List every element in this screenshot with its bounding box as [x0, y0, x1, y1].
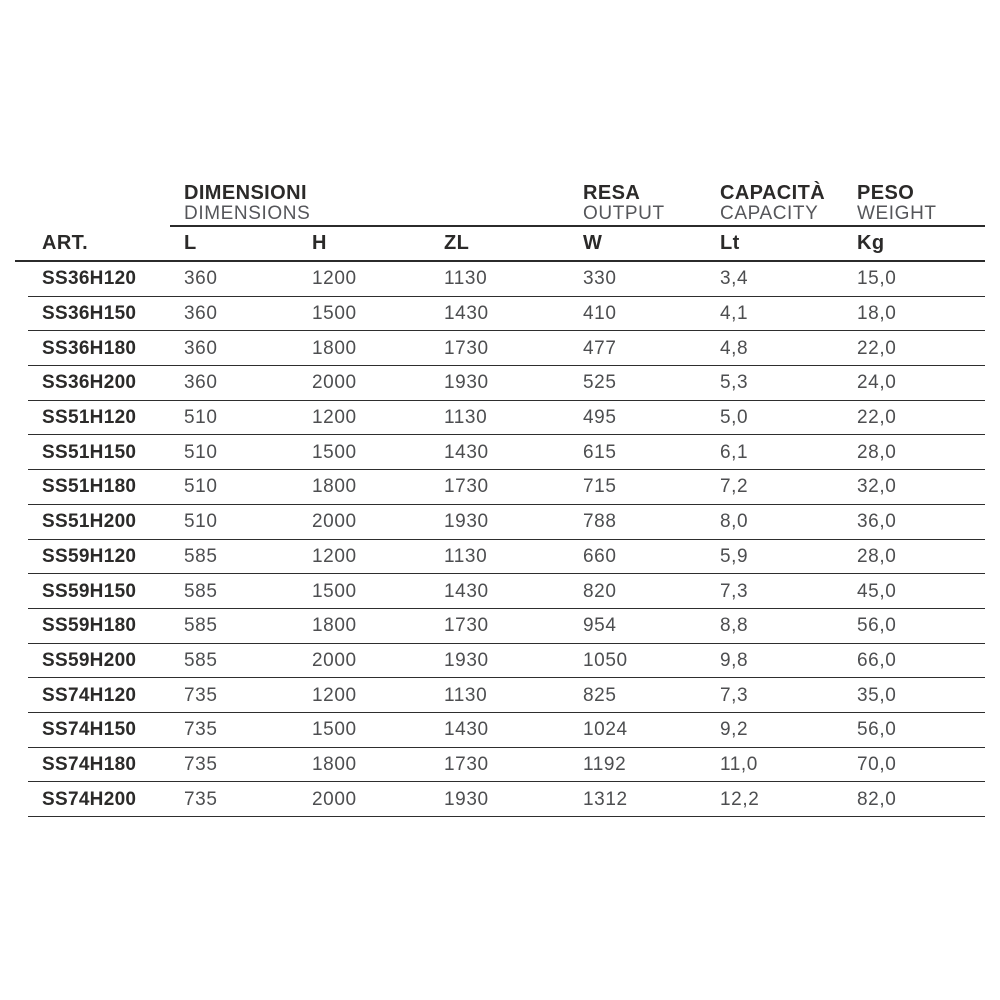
- table-body: [15, 262, 985, 817]
- table-row: [15, 401, 985, 436]
- cell-kg: 70,0: [857, 753, 897, 775]
- group-label-secondary: WEIGHT: [857, 203, 937, 225]
- cell-w: 788: [583, 511, 617, 533]
- cell-h: 2000: [312, 788, 357, 810]
- cell-h: 1200: [312, 545, 357, 567]
- cell-w: 1024: [583, 719, 628, 741]
- group-label-secondary: CAPACITY: [720, 203, 819, 225]
- table-row: [15, 609, 985, 644]
- group-header-weight: [857, 183, 985, 225]
- cell-kg: 66,0: [857, 649, 897, 671]
- cell-kg: 28,0: [857, 545, 897, 567]
- cell-w: 525: [583, 372, 617, 394]
- cell-kg: 45,0: [857, 580, 897, 602]
- group-header-output: [583, 183, 720, 225]
- table-row: [15, 678, 985, 713]
- group-label-primary: PESO: [857, 181, 915, 204]
- cell-zl: 1130: [444, 268, 488, 290]
- cell-w: 825: [583, 684, 617, 706]
- cell-w: 495: [583, 407, 617, 429]
- cell-art: SS74H120: [42, 684, 137, 706]
- cell-kg: 36,0: [857, 511, 897, 533]
- column-header-l: L: [184, 232, 197, 254]
- table-row: [15, 782, 985, 817]
- cell-art: SS59H180: [42, 615, 137, 637]
- cell-h: 1800: [312, 337, 357, 359]
- column-header-w: W: [583, 232, 603, 254]
- table-row: [15, 574, 985, 609]
- cell-l: 585: [184, 615, 218, 637]
- group-label-primary: CAPACITÀ: [720, 181, 826, 204]
- cell-lt: 12,2: [720, 788, 760, 810]
- cell-l: 360: [184, 268, 218, 290]
- cell-zl: 1430: [444, 441, 489, 463]
- cell-h: 2000: [312, 372, 357, 394]
- cell-art: SS74H150: [42, 719, 137, 741]
- cell-l: 585: [184, 545, 218, 567]
- table-row: [15, 331, 985, 366]
- cell-lt: 7,3: [720, 684, 749, 706]
- table-row: [15, 470, 985, 505]
- column-header-zl: ZL: [444, 232, 470, 254]
- cell-l: 735: [184, 788, 218, 810]
- cell-w: 954: [583, 615, 617, 637]
- cell-kg: 18,0: [857, 303, 897, 325]
- cell-h: 1200: [312, 268, 357, 290]
- cell-art: SS74H200: [42, 788, 137, 810]
- cell-lt: 9,8: [720, 649, 749, 671]
- cell-w: 410: [583, 303, 617, 325]
- cell-zl: 1730: [444, 753, 489, 775]
- table-row: [15, 435, 985, 470]
- group-header-dimensions: [184, 183, 583, 225]
- column-header-h: H: [312, 232, 327, 254]
- cell-w: 1050: [583, 649, 628, 671]
- cell-l: 510: [184, 511, 218, 533]
- column-header-lt: Lt: [720, 232, 740, 254]
- cell-zl: 1930: [444, 511, 489, 533]
- cell-kg: 22,0: [857, 407, 897, 429]
- cell-lt: 4,1: [720, 303, 749, 325]
- cell-art: SS59H150: [42, 580, 137, 602]
- table-row: [15, 713, 985, 748]
- cell-l: 735: [184, 684, 218, 706]
- table-row: [15, 366, 985, 401]
- cell-h: 1800: [312, 753, 357, 775]
- column-header-art: ART.: [42, 232, 89, 254]
- cell-h: 2000: [312, 511, 357, 533]
- cell-zl: 1930: [444, 372, 489, 394]
- cell-l: 735: [184, 719, 218, 741]
- cell-l: 585: [184, 649, 218, 671]
- cell-lt: 7,3: [720, 580, 749, 602]
- cell-art: SS51H180: [42, 476, 137, 498]
- cell-kg: 28,0: [857, 441, 897, 463]
- cell-art: SS51H120: [42, 407, 137, 429]
- cell-lt: 11,0: [720, 753, 758, 775]
- cell-h: 1500: [312, 580, 357, 602]
- table-row: [15, 644, 985, 679]
- group-label-secondary: DIMENSIONS: [184, 203, 311, 225]
- cell-w: 660: [583, 545, 617, 567]
- cell-w: 330: [583, 268, 617, 290]
- cell-zl: 1130: [444, 407, 488, 429]
- group-header-row: [15, 176, 985, 225]
- cell-l: 510: [184, 441, 218, 463]
- group-label-secondary: OUTPUT: [583, 203, 665, 225]
- table-row: [15, 297, 985, 332]
- cell-kg: 56,0: [857, 615, 897, 637]
- cell-lt: 8,0: [720, 511, 749, 533]
- cell-w: 820: [583, 580, 617, 602]
- cell-lt: 5,9: [720, 545, 749, 567]
- cell-w: 1192: [583, 753, 627, 775]
- cell-h: 1800: [312, 476, 357, 498]
- cell-w: 715: [583, 476, 617, 498]
- table-row: [15, 262, 985, 297]
- cell-w: 1312: [583, 788, 628, 810]
- cell-l: 585: [184, 580, 218, 602]
- cell-art: SS51H150: [42, 441, 137, 463]
- cell-art: SS59H120: [42, 545, 137, 567]
- cell-h: 1800: [312, 615, 357, 637]
- cell-h: 1200: [312, 407, 357, 429]
- cell-art: SS59H200: [42, 649, 137, 671]
- cell-kg: 35,0: [857, 684, 897, 706]
- cell-art: SS36H150: [42, 303, 137, 325]
- cell-lt: 5,0: [720, 407, 749, 429]
- cell-w: 477: [583, 337, 617, 359]
- cell-zl: 1730: [444, 337, 489, 359]
- cell-art: SS36H200: [42, 372, 137, 394]
- cell-lt: 7,2: [720, 476, 749, 498]
- cell-kg: 24,0: [857, 372, 897, 394]
- table-row: [15, 505, 985, 540]
- spec-table: [15, 176, 985, 817]
- cell-lt: 6,1: [720, 441, 749, 463]
- cell-art: SS51H200: [42, 511, 137, 533]
- column-header-row: [15, 227, 985, 262]
- cell-kg: 32,0: [857, 476, 897, 498]
- cell-kg: 22,0: [857, 337, 897, 359]
- cell-art: SS74H180: [42, 753, 137, 775]
- cell-h: 1500: [312, 719, 357, 741]
- cell-h: 2000: [312, 649, 357, 671]
- cell-zl: 1130: [444, 684, 488, 706]
- cell-kg: 56,0: [857, 719, 897, 741]
- cell-zl: 1730: [444, 615, 489, 637]
- cell-art: SS36H120: [42, 268, 137, 290]
- cell-zl: 1430: [444, 303, 489, 325]
- cell-w: 615: [583, 441, 617, 463]
- cell-l: 510: [184, 407, 218, 429]
- cell-l: 510: [184, 476, 218, 498]
- cell-lt: 5,3: [720, 372, 749, 394]
- cell-zl: 1430: [444, 580, 489, 602]
- cell-h: 1500: [312, 303, 357, 325]
- group-label-primary: DIMENSIONI: [184, 181, 307, 204]
- cell-h: 1500: [312, 441, 357, 463]
- cell-lt: 3,4: [720, 268, 749, 290]
- column-header-kg: Kg: [857, 232, 885, 254]
- cell-h: 1200: [312, 684, 357, 706]
- table-row: [15, 748, 985, 783]
- cell-lt: 9,2: [720, 719, 749, 741]
- cell-zl: 1130: [444, 545, 488, 567]
- group-label-primary: RESA: [583, 181, 641, 204]
- cell-zl: 1930: [444, 788, 489, 810]
- cell-lt: 4,8: [720, 337, 749, 359]
- cell-art: SS36H180: [42, 337, 137, 359]
- cell-l: 360: [184, 372, 218, 394]
- cell-kg: 15,0: [857, 268, 897, 290]
- cell-l: 360: [184, 337, 218, 359]
- cell-zl: 1730: [444, 476, 489, 498]
- table-row: [15, 540, 985, 575]
- cell-l: 360: [184, 303, 218, 325]
- cell-l: 735: [184, 753, 218, 775]
- cell-lt: 8,8: [720, 615, 749, 637]
- cell-zl: 1930: [444, 649, 489, 671]
- cell-zl: 1430: [444, 719, 489, 741]
- group-header-capacity: [720, 183, 857, 225]
- cell-kg: 82,0: [857, 788, 897, 810]
